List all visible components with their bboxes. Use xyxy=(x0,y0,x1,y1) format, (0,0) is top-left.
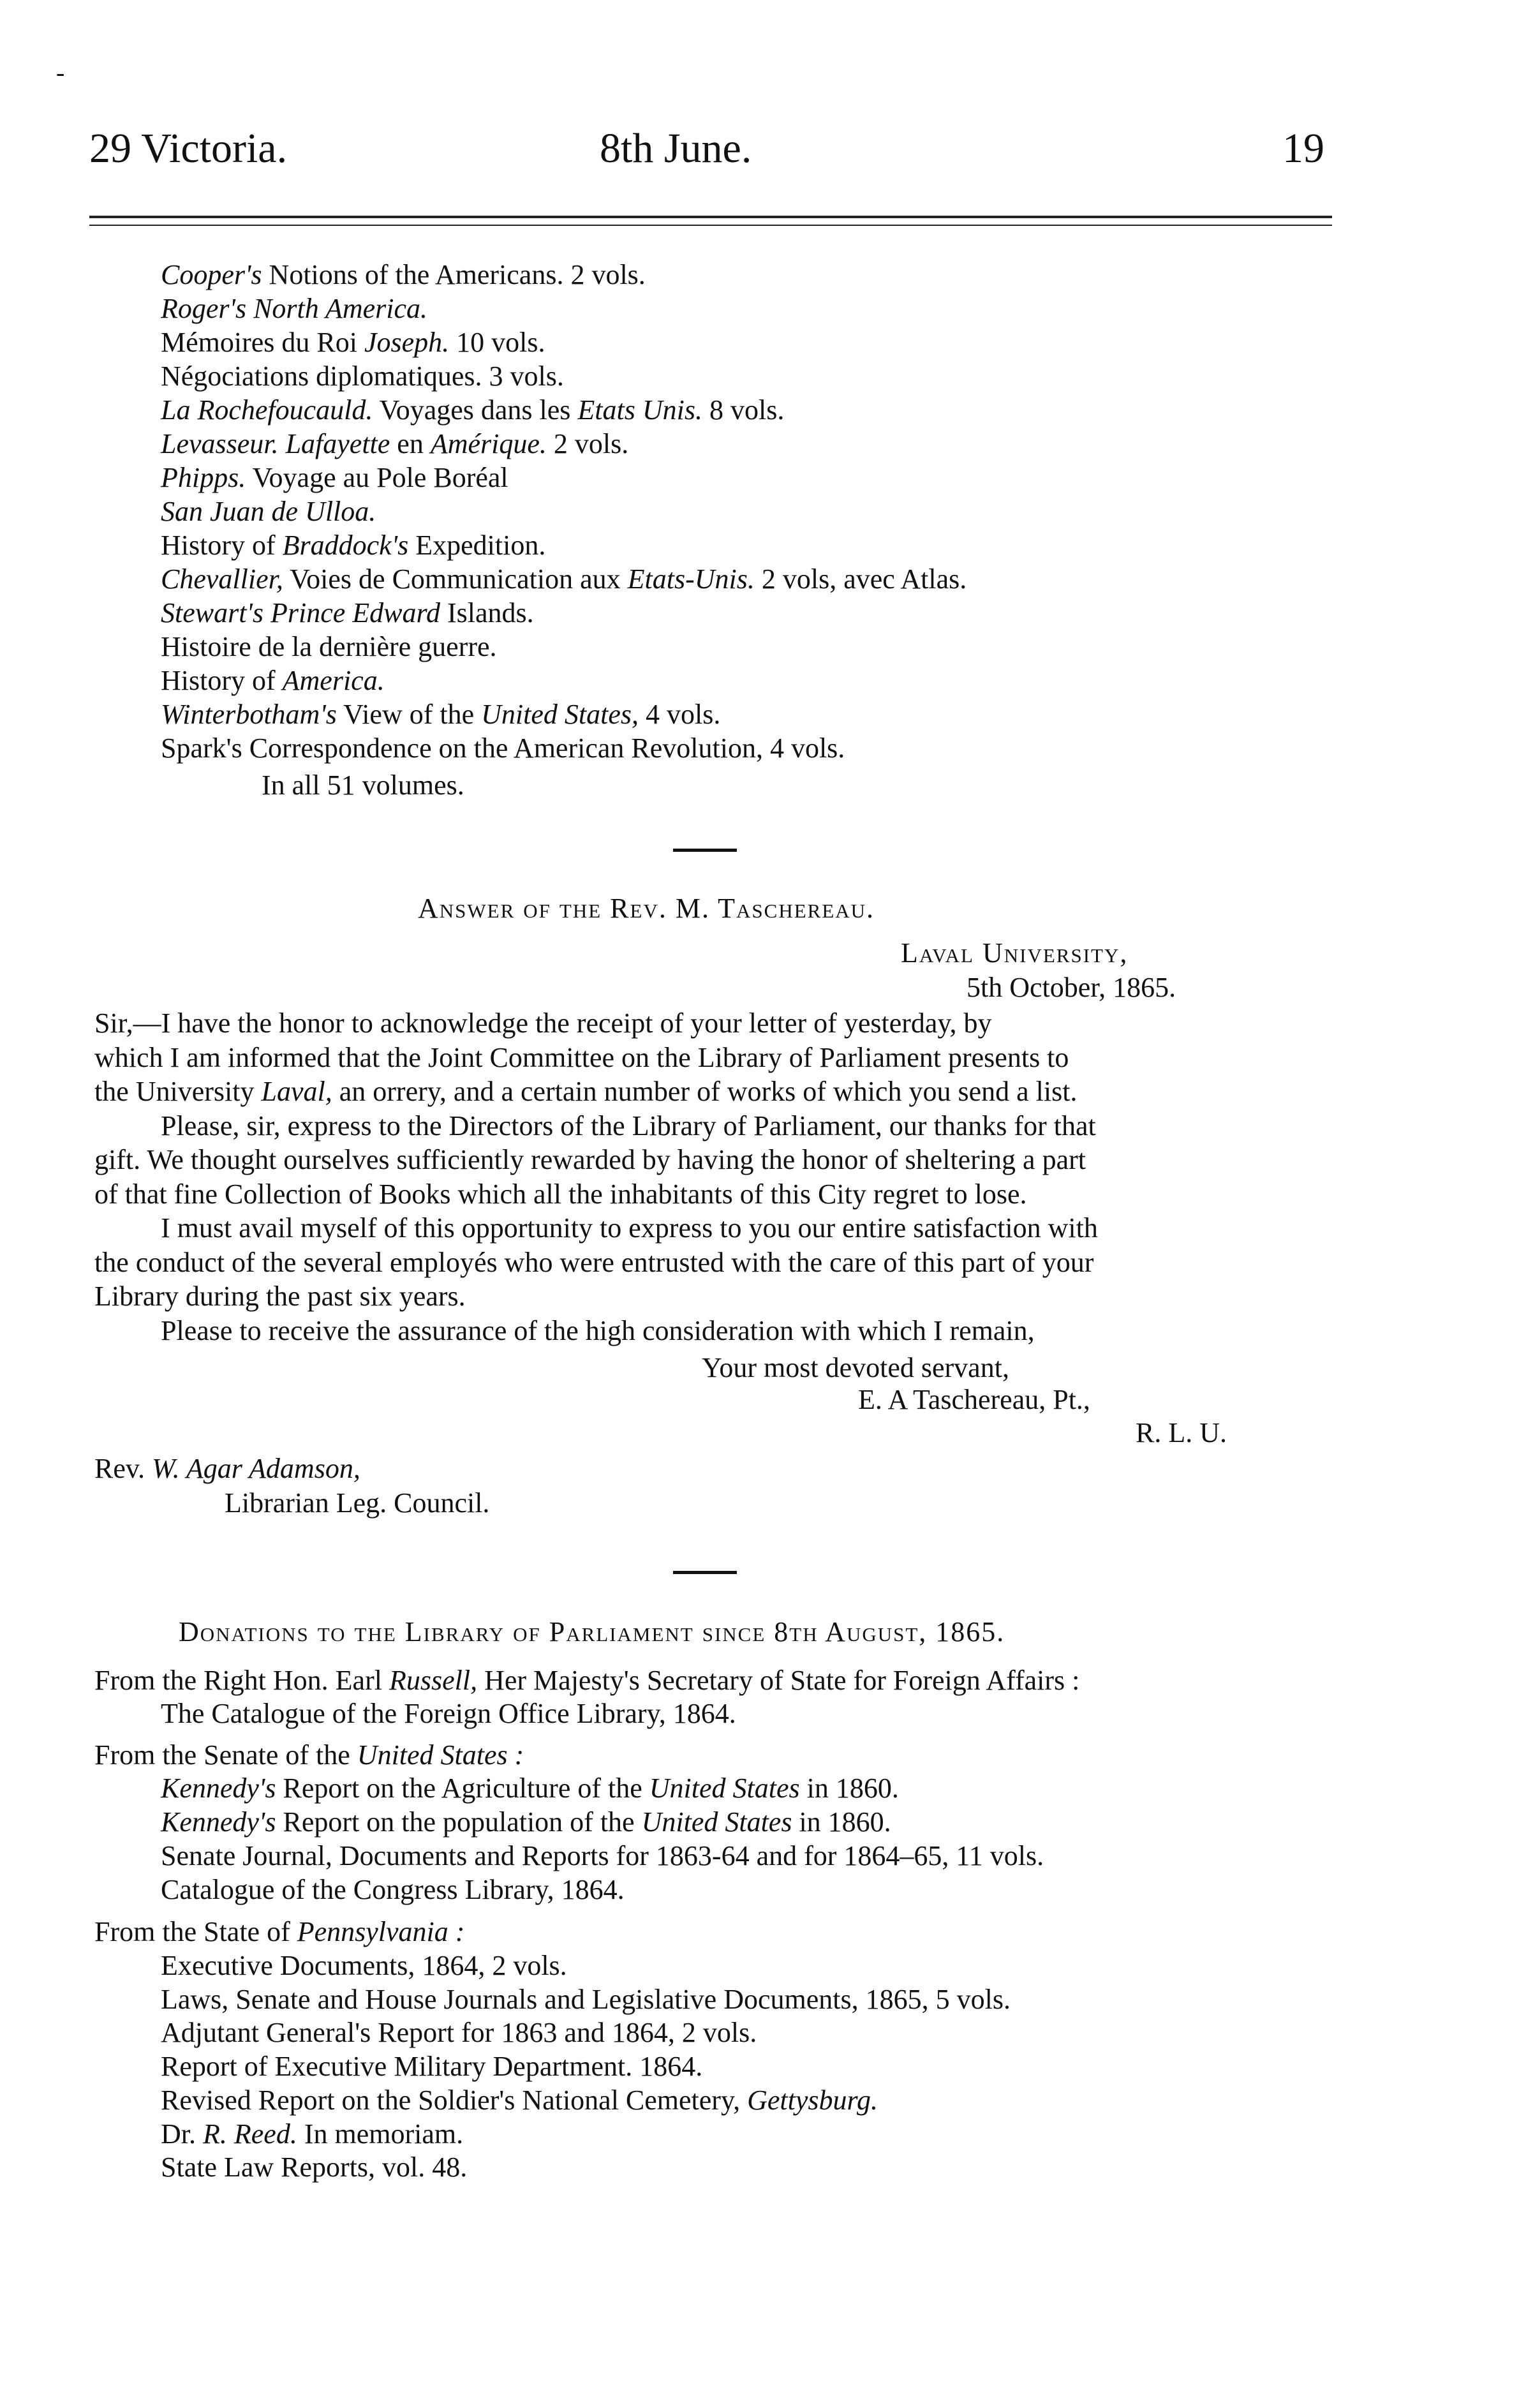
text-run: Voyages dans les xyxy=(373,394,578,426)
italic-text: Levasseur. xyxy=(161,428,279,459)
italic-text: W. Agar Adamson, xyxy=(152,1453,360,1484)
donation-entry xyxy=(94,1664,1079,1697)
text-run: Spark's Correspondence on the American Revolution, 4 vols. xyxy=(161,732,845,764)
italic-text: Pennsylvania : xyxy=(297,1916,465,1947)
text-run: the University xyxy=(94,1076,262,1107)
text-run: Executive Documents, 1864, 2 vols. xyxy=(161,1950,567,1981)
text-run: Expedition. xyxy=(408,530,546,561)
letter-line: the conduct of the several employés who were entrusted with the care of this part of your xyxy=(94,1246,1094,1278)
letter-line: of that fine Collection of Books which all the inhabitants of this City regret to lose. xyxy=(94,1178,1027,1210)
text-run: Adjutant General's Report for 1863 and 1864, 2 vols. xyxy=(161,2017,757,2048)
italic-text: United States, xyxy=(481,699,639,730)
letter-line: gift. We thought ourselves sufficiently rewarded by having the honor of sheltering a part xyxy=(94,1144,1086,1175)
donation-entry xyxy=(161,1806,891,1839)
text-run: Histoire de la dernière guerre. xyxy=(161,631,497,662)
book-entry xyxy=(161,529,545,562)
running-head-center: 8th June. xyxy=(600,125,752,172)
answer-heading: Answer of the Rev. M. Taschereau. xyxy=(418,893,875,924)
text-run: an orrery, and a certain number of works of which you send a list. xyxy=(332,1076,1078,1107)
italic-text: Lafayette xyxy=(285,428,390,459)
book-total: In all 51 volumes. xyxy=(262,769,464,801)
book-entry xyxy=(161,258,646,292)
text-run: 4 vols. xyxy=(639,699,721,730)
text-run: Voyage au Pole Boréal xyxy=(246,462,508,493)
text-run: Catalogue of the Congress Library, 1864. xyxy=(161,1874,625,1905)
italic-text: Kennedy's xyxy=(161,1773,276,1804)
text-run: From the Senate of the xyxy=(94,1739,357,1771)
header-rule-bottom xyxy=(89,225,1332,226)
book-entry xyxy=(161,360,564,393)
italic-text: Russell, xyxy=(389,1665,478,1696)
section-divider-2 xyxy=(673,1571,737,1574)
donation-entry xyxy=(94,1915,464,1949)
italic-text: Etats-Unis. xyxy=(627,563,755,595)
text-run: History of xyxy=(161,530,283,561)
italic-text: Winterbotham's xyxy=(161,699,337,730)
italic-text: Roger's North America. xyxy=(161,293,428,324)
donations-heading: Donations to the Library of Parliament since 8th August, 1865. xyxy=(179,1616,1005,1647)
book-entry xyxy=(161,427,628,461)
italic-text: San Juan de Ulloa. xyxy=(161,496,376,527)
donation-entry xyxy=(161,1949,567,1982)
text-run: Laws, Senate and House Journals and Legislative Documents, 1865, 5 vols. xyxy=(161,1984,1011,2015)
margin-mark: - xyxy=(56,58,65,87)
text-run: State Law Reports, vol. 48. xyxy=(161,2152,468,2183)
running-head-left: 29 Victoria. xyxy=(89,125,288,172)
italic-text: Cooper's xyxy=(161,259,262,290)
letter-line: which I am informed that the Joint Committee on the Library of Parliament presents to xyxy=(94,1041,1069,1073)
italic-text: Stewart's Prince Edward xyxy=(161,597,440,628)
italic-text: R. Reed. xyxy=(203,2118,297,2150)
letter-line: Please to receive the assurance of the high consideration with which I remain, xyxy=(161,1314,1035,1346)
donation-entry xyxy=(161,2050,702,2083)
text-run: View of the xyxy=(336,699,482,730)
donation-entry xyxy=(161,1772,899,1805)
letter-line: Library during the past six years. xyxy=(94,1281,466,1312)
text-run: Revised Report on the Soldier's National Cemetery, xyxy=(161,2085,748,2116)
text-run: From the State of xyxy=(94,1916,297,1947)
italic-text: Laval, xyxy=(261,1076,332,1107)
italic-text: Amérique. xyxy=(430,428,547,459)
signature-title: R. L. U. xyxy=(1136,1417,1227,1448)
text-run: Notions of the Americans. 2 vols. xyxy=(262,259,646,290)
italic-text: Phipps. xyxy=(161,462,246,493)
book-entry xyxy=(161,394,784,427)
text-run: Rev. xyxy=(94,1453,152,1484)
text-run: Report on the Agriculture of the xyxy=(276,1773,649,1804)
donation-entry xyxy=(161,1983,1011,2016)
italic-text: Etats Unis. xyxy=(577,394,702,426)
letter-date: 5th October, 1865. xyxy=(967,972,1176,1003)
text-run: Voies de Communication aux xyxy=(283,563,628,595)
text-run: 2 vols, avec Atlas. xyxy=(754,563,967,595)
book-entry xyxy=(161,597,534,630)
text-run: 2 vols. xyxy=(546,428,629,459)
book-entry xyxy=(161,664,385,697)
text-run: Dr. xyxy=(161,2118,203,2150)
text-run xyxy=(279,428,286,459)
text-run: From the Right Hon. Earl xyxy=(94,1665,389,1696)
letter-line: Please, sir, express to the Directors of the Library of Parliament, our thanks for that xyxy=(161,1110,1096,1141)
book-entry xyxy=(161,630,497,664)
italic-text: Kennedy's xyxy=(161,1806,276,1838)
text-run: The Catalogue of the Foreign Office Library, 1864. xyxy=(161,1698,736,1729)
book-entry xyxy=(161,461,508,494)
text-run: History of xyxy=(161,665,283,696)
italic-text: Joseph. xyxy=(364,327,450,358)
text-run: Mémoires du Roi xyxy=(161,327,364,358)
donation-entry xyxy=(161,2016,757,2049)
addressee xyxy=(94,1452,360,1485)
donation-entry xyxy=(161,1839,1044,1873)
text-run: Report on the population of the xyxy=(276,1806,642,1838)
text-run: in 1860. xyxy=(792,1806,891,1838)
book-entry xyxy=(161,495,376,528)
text-run: 10 vols. xyxy=(449,327,545,358)
donation-entry xyxy=(161,2118,463,2151)
donation-entry xyxy=(94,1739,524,1772)
italic-text: United States xyxy=(649,1773,800,1804)
italic-text: Gettysburg. xyxy=(747,2085,878,2116)
text-run: Senate Journal, Documents and Reports for 1863-64 and for 1864–65, 11 vols. xyxy=(161,1840,1044,1871)
book-entry xyxy=(161,292,427,325)
header-rule-top xyxy=(89,216,1332,218)
italic-text: Chevallier, xyxy=(161,563,283,595)
donation-entry xyxy=(161,2084,878,2117)
letter-place: Laval University, xyxy=(901,937,1129,969)
text-run: Report of Executive Military Department. 1864. xyxy=(161,2051,703,2082)
italic-text: Braddock's xyxy=(282,530,409,561)
book-entry xyxy=(161,698,720,731)
donation-entry xyxy=(161,1873,625,1906)
letter-line xyxy=(94,1075,1077,1108)
text-run: in 1860. xyxy=(799,1773,899,1804)
letter-closing: Your most devoted servant, xyxy=(702,1352,1009,1383)
addressee-title: Librarian Leg. Council. xyxy=(225,1487,490,1519)
italic-text: United States xyxy=(641,1806,792,1838)
text-run: Islands. xyxy=(440,597,534,628)
italic-text: United States : xyxy=(357,1739,524,1771)
letter-line: Sir,—I have the honor to acknowledge the receipt of your letter of yesterday, by xyxy=(94,1007,992,1039)
signature-name: E. A Taschereau, Pt., xyxy=(858,1384,1090,1415)
text-run: Négociations diplomatiques. 3 vols. xyxy=(161,360,564,392)
page-number: 19 xyxy=(1282,125,1324,172)
donation-entry xyxy=(161,2151,467,2184)
text-run: In memoriam. xyxy=(297,2118,464,2150)
text-run: 8 vols. xyxy=(702,394,785,426)
text-run: Her Majesty's Secretary of State for Foreign Affairs : xyxy=(477,1665,1080,1696)
italic-text: America. xyxy=(282,665,385,696)
section-divider xyxy=(673,849,737,852)
letter-line: I must avail myself of this opportunity to express to you our entire satisfaction with xyxy=(161,1212,1098,1244)
book-entry xyxy=(161,732,845,765)
donation-entry xyxy=(161,1697,736,1730)
text-run: en xyxy=(390,428,431,459)
book-entry xyxy=(161,563,967,596)
italic-text: La Rochefoucauld. xyxy=(161,394,373,426)
book-entry xyxy=(161,326,545,359)
